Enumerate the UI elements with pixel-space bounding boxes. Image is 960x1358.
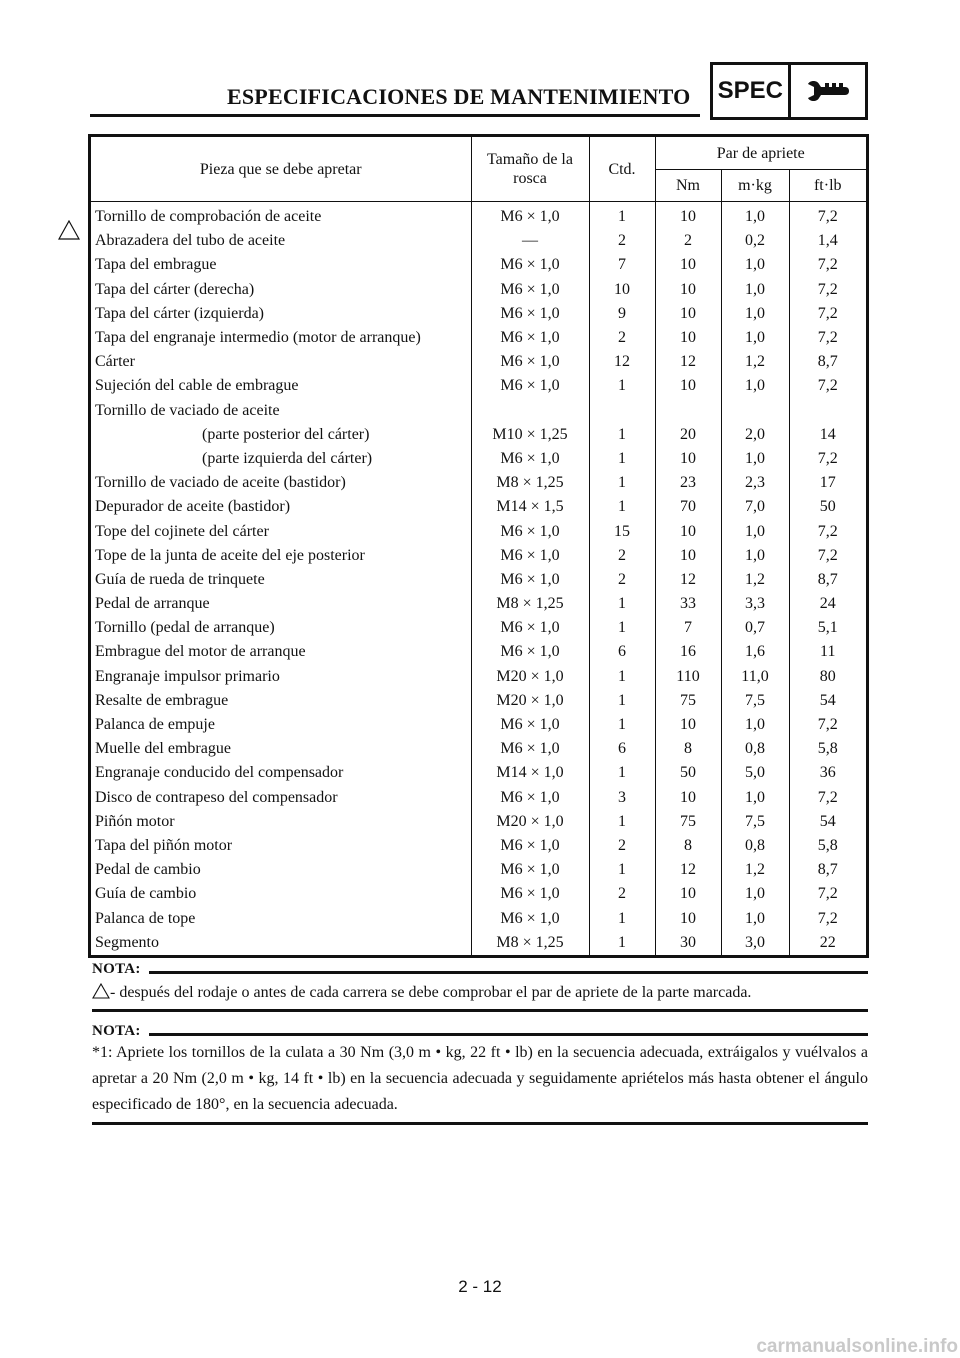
- note-1-label: NOTA:: [92, 960, 141, 977]
- cell-torque-ftlb: 36: [789, 761, 866, 785]
- table-row: [91, 519, 866, 543]
- cell-torque-nm: 10: [655, 544, 721, 568]
- cell-qty: 1: [589, 761, 655, 785]
- cell-thread-size: M20 × 1,0: [471, 689, 589, 713]
- cell-torque-ftlb: 5,8: [789, 834, 866, 858]
- cell-torque-nm: 10: [655, 278, 721, 302]
- table-row: [91, 786, 866, 810]
- cell-torque-nm: 10: [655, 447, 721, 471]
- torque-table: [88, 134, 869, 958]
- cell-part: Tornillo (pedal de arranque): [95, 619, 275, 637]
- table-row: [91, 447, 866, 471]
- cell-thread-size: M6 × 1,0: [471, 202, 589, 230]
- cell-thread-size: M8 × 1,25: [471, 592, 589, 616]
- cell-thread-size: M6 × 1,0: [471, 350, 589, 374]
- cell-torque-ftlb: 8,7: [789, 858, 866, 882]
- page-title: ESPECIFICACIONES DE MANTENIMIENTO: [227, 84, 691, 109]
- cell-torque-nm: 10: [655, 374, 721, 398]
- cell-qty: 1: [589, 858, 655, 882]
- cell-qty: 1: [589, 810, 655, 834]
- cell-part: Tapa del piñón motor: [95, 836, 233, 854]
- cell-torque-nm: 10: [655, 786, 721, 810]
- table-row: [91, 471, 866, 495]
- table-row: [91, 374, 866, 398]
- cell-qty: 2: [589, 882, 655, 906]
- table-row: [91, 350, 866, 374]
- cell-part: Tapa del cárter (izquierda): [95, 304, 264, 322]
- cell-torque-ftlb: 14: [789, 423, 866, 447]
- cell-torque-ftlb: 54: [789, 810, 866, 834]
- cell-part: Guía de cambio: [95, 885, 197, 903]
- cell-torque-nm: 20: [655, 423, 721, 447]
- delta-mark-icon: [58, 220, 80, 240]
- cell-torque-ftlb: 7,2: [789, 447, 866, 471]
- cell-torque-mkg: [721, 399, 789, 423]
- table-row: [91, 713, 866, 737]
- cell-part: Disco de contrapeso del compensador: [95, 788, 338, 806]
- cell-part: Muelle del embrague: [95, 740, 231, 758]
- cell-qty: 1: [589, 471, 655, 495]
- cell-part: Pedal de cambio: [95, 861, 201, 879]
- cell-qty: 2: [589, 544, 655, 568]
- cell-thread-size: M6 × 1,0: [471, 616, 589, 640]
- table-row: [91, 616, 866, 640]
- table-row: [91, 906, 866, 930]
- wrench-icon: [788, 65, 866, 117]
- cell-qty: 1: [589, 592, 655, 616]
- table-row: [91, 495, 866, 519]
- cell-torque-nm: 10: [655, 302, 721, 326]
- cell-torque-ftlb: 7,2: [789, 278, 866, 302]
- cell-torque-nm: 30: [655, 931, 721, 955]
- cell-torque-ftlb: 7,2: [789, 882, 866, 906]
- cell-torque-mkg: 7,5: [721, 689, 789, 713]
- cell-torque-ftlb: 22: [789, 931, 866, 955]
- col-header-part: Pieza que se debe apretar: [199, 160, 362, 178]
- cell-qty: 1: [589, 374, 655, 398]
- cell-part: (parte izquierda del cárter): [202, 449, 373, 467]
- cell-thread-size: M6 × 1,0: [471, 858, 589, 882]
- table-row: [91, 253, 866, 277]
- cell-torque-ftlb: 7,2: [789, 906, 866, 930]
- cell-thread-size: M6 × 1,0: [471, 568, 589, 592]
- cell-torque-mkg: 3,3: [721, 592, 789, 616]
- cell-torque-mkg: 1,0: [721, 713, 789, 737]
- cell-torque-ftlb: 54: [789, 689, 866, 713]
- cell-torque-nm: 8: [655, 737, 721, 761]
- cell-qty: 3: [589, 786, 655, 810]
- cell-torque-mkg: 1,0: [721, 519, 789, 543]
- cell-torque-mkg: 1,2: [721, 350, 789, 374]
- cell-thread-size: M20 × 1,0: [471, 665, 589, 689]
- table-row: [91, 665, 866, 689]
- spec-badge: [710, 62, 868, 120]
- cell-thread-size: —: [471, 229, 589, 253]
- table-row: [91, 568, 866, 592]
- cell-qty: 1: [589, 689, 655, 713]
- cell-torque-ftlb: 17: [789, 471, 866, 495]
- cell-torque-mkg: 1,0: [721, 278, 789, 302]
- cell-torque-nm: 12: [655, 350, 721, 374]
- cell-qty: 1: [589, 447, 655, 471]
- cell-torque-ftlb: [789, 399, 866, 423]
- cell-thread-size: M6 × 1,0: [471, 544, 589, 568]
- cell-qty: 1: [589, 665, 655, 689]
- cell-torque-nm: [655, 399, 721, 423]
- table-row: [91, 202, 866, 230]
- cell-torque-ftlb: 5,8: [789, 737, 866, 761]
- cell-torque-mkg: 0,7: [721, 616, 789, 640]
- cell-thread-size: M6 × 1,0: [471, 253, 589, 277]
- cell-torque-ftlb: 7,2: [789, 713, 866, 737]
- cell-part: Embrague del motor de arranque: [95, 643, 306, 661]
- cell-torque-mkg: 1,0: [721, 544, 789, 568]
- cell-part: Tapa del engranaje intermedio (motor de arranque): [95, 329, 421, 347]
- cell-torque-nm: 12: [655, 858, 721, 882]
- note-1: [92, 960, 868, 1012]
- cell-torque-nm: 12: [655, 568, 721, 592]
- cell-torque-nm: 10: [655, 882, 721, 906]
- cell-torque-ftlb: 8,7: [789, 350, 866, 374]
- cell-part: Depurador de aceite (bastidor): [95, 498, 291, 516]
- cell-torque-nm: 10: [655, 253, 721, 277]
- cell-thread-size: M6 × 1,0: [471, 302, 589, 326]
- cell-torque-ftlb: 7,2: [789, 202, 866, 230]
- cell-thread-size: M6 × 1,0: [471, 834, 589, 858]
- table-row: [91, 399, 866, 423]
- cell-torque-ftlb: 7,2: [789, 374, 866, 398]
- cell-torque-mkg: 1,2: [721, 568, 789, 592]
- cell-part: Palanca de empuje: [95, 716, 215, 734]
- header-rule: [90, 114, 700, 117]
- table-row: [91, 229, 866, 253]
- cell-torque-ftlb: 7,2: [789, 519, 866, 543]
- cell-part: Piñón motor: [95, 812, 175, 830]
- cell-torque-ftlb: 1,4: [789, 229, 866, 253]
- cell-torque-nm: 10: [655, 906, 721, 930]
- cell-thread-size: M8 × 1,25: [471, 931, 589, 955]
- cell-torque-nm: 2: [655, 229, 721, 253]
- table-row: [91, 423, 866, 447]
- page-number: 2 - 12: [458, 1277, 502, 1296]
- cell-torque-mkg: 0,8: [721, 834, 789, 858]
- table-row: [91, 810, 866, 834]
- note-2-label: NOTA:: [92, 1022, 141, 1039]
- table-row: [91, 302, 866, 326]
- cell-part: Resalte de embrague: [95, 691, 229, 709]
- cell-part: Tornillo de comprobación de aceite: [95, 208, 322, 226]
- cell-torque-mkg: 1,0: [721, 302, 789, 326]
- cell-thread-size: M20 × 1,0: [471, 810, 589, 834]
- cell-torque-mkg: 1,0: [721, 326, 789, 350]
- cell-torque-mkg: 1,2: [721, 858, 789, 882]
- note-2: [92, 1022, 868, 1125]
- cell-part: (parte posterior del cárter): [202, 425, 370, 443]
- table-row: [91, 761, 866, 785]
- cell-torque-ftlb: 24: [789, 592, 866, 616]
- cell-qty: 1: [589, 202, 655, 230]
- cell-qty: 1: [589, 495, 655, 519]
- cell-thread-size: M6 × 1,0: [471, 882, 589, 906]
- cell-torque-mkg: 1,0: [721, 882, 789, 906]
- cell-thread-size: M6 × 1,0: [471, 713, 589, 737]
- table-row: [91, 326, 866, 350]
- cell-part: Abrazadera del tubo de aceite: [95, 232, 286, 250]
- cell-qty: 2: [589, 326, 655, 350]
- cell-thread-size: M6 × 1,0: [471, 326, 589, 350]
- cell-qty: 10: [589, 278, 655, 302]
- cell-thread-size: [471, 399, 589, 423]
- cell-torque-mkg: 3,0: [721, 931, 789, 955]
- cell-qty: 1: [589, 931, 655, 955]
- cell-torque-nm: 16: [655, 640, 721, 664]
- cell-qty: [589, 399, 655, 423]
- cell-torque-mkg: 2,3: [721, 471, 789, 495]
- table-row: [91, 834, 866, 858]
- cell-part: Guía de rueda de trinquete: [95, 570, 265, 588]
- spec-label: SPEC: [717, 77, 783, 104]
- cell-torque-mkg: 1,0: [721, 202, 789, 230]
- col-header-nm: Nm: [655, 170, 721, 202]
- cell-torque-nm: 50: [655, 761, 721, 785]
- table-row: [91, 689, 866, 713]
- table-row: [91, 640, 866, 664]
- table-row: [91, 592, 866, 616]
- cell-torque-mkg: 1,0: [721, 374, 789, 398]
- table-row: [91, 544, 866, 568]
- cell-thread-size: M14 × 1,5: [471, 495, 589, 519]
- cell-thread-size: M10 × 1,25: [471, 423, 589, 447]
- cell-torque-ftlb: 7,2: [789, 302, 866, 326]
- table-row: [91, 858, 866, 882]
- col-header-mkg: m·kg: [721, 170, 789, 202]
- cell-thread-size: M6 × 1,0: [471, 519, 589, 543]
- cell-thread-size: M6 × 1,0: [471, 640, 589, 664]
- cell-part: Segmento: [95, 933, 159, 951]
- cell-torque-nm: 8: [655, 834, 721, 858]
- cell-torque-mkg: 1,6: [721, 640, 789, 664]
- cell-thread-size: M6 × 1,0: [471, 447, 589, 471]
- delta-mark-icon: [92, 983, 110, 999]
- cell-torque-nm: 7: [655, 616, 721, 640]
- cell-torque-mkg: 1,0: [721, 906, 789, 930]
- cell-thread-size: M6 × 1,0: [471, 374, 589, 398]
- cell-torque-nm: 110: [655, 665, 721, 689]
- cell-torque-mkg: 1,0: [721, 253, 789, 277]
- cell-torque-mkg: 1,0: [721, 786, 789, 810]
- cell-torque-mkg: 1,0: [721, 447, 789, 471]
- cell-qty: 9: [589, 302, 655, 326]
- cell-qty: 1: [589, 616, 655, 640]
- col-header-ftlb: ft·lb: [789, 170, 866, 202]
- cell-torque-ftlb: 50: [789, 495, 866, 519]
- cell-torque-mkg: 7,5: [721, 810, 789, 834]
- cell-thread-size: M6 × 1,0: [471, 737, 589, 761]
- watermark: carmanualsonline.info: [756, 1336, 958, 1357]
- cell-part: Tapa del embrague: [95, 256, 217, 274]
- cell-torque-nm: 75: [655, 810, 721, 834]
- cell-part: Tornillo de vaciado de aceite (bastidor): [95, 474, 346, 492]
- cell-qty: 1: [589, 423, 655, 447]
- cell-torque-ftlb: 8,7: [789, 568, 866, 592]
- col-header-thread: Tamaño de la rosca: [471, 137, 589, 202]
- cell-thread-size: M6 × 1,0: [471, 906, 589, 930]
- cell-torque-ftlb: 7,2: [789, 786, 866, 810]
- cell-part: Tornillo de vaciado de aceite: [95, 401, 280, 419]
- cell-qty: 1: [589, 713, 655, 737]
- cell-torque-ftlb: 5,1: [789, 616, 866, 640]
- cell-torque-mkg: 0,2: [721, 229, 789, 253]
- cell-qty: 2: [589, 834, 655, 858]
- cell-qty: 6: [589, 640, 655, 664]
- cell-torque-ftlb: 7,2: [789, 544, 866, 568]
- cell-qty: 7: [589, 253, 655, 277]
- cell-part: Engranaje impulsor primario: [95, 667, 280, 685]
- cell-part: Palanca de tope: [95, 909, 196, 927]
- cell-torque-nm: 10: [655, 202, 721, 230]
- cell-qty: 1: [589, 906, 655, 930]
- cell-part: Tapa del cárter (derecha): [95, 280, 255, 298]
- cell-torque-mkg: 7,0: [721, 495, 789, 519]
- cell-torque-mkg: 11,0: [721, 665, 789, 689]
- cell-thread-size: M6 × 1,0: [471, 786, 589, 810]
- note-2-text: *1: Apriete los tornillos de la culata a 30 Nm (3,0 m • kg, 22 ft • lb) en la secuencia adecuada, extráigalos y vuélvalos a apretar a 20 Nm (2,0 m • kg, 14 ft • lb) en la secuencia adecuada y seguidamente apriételos más hasta obtener el ángulo especificado de 180°, en la secuencia adecuada.: [92, 1044, 868, 1113]
- cell-torque-ftlb: 7,2: [789, 326, 866, 350]
- table-row: [91, 882, 866, 906]
- col-header-qty: Ctd.: [589, 137, 655, 202]
- cell-qty: 2: [589, 568, 655, 592]
- cell-torque-mkg: 2,0: [721, 423, 789, 447]
- cell-part: Tope de la junta de aceite del eje posterior: [95, 546, 365, 564]
- table-row: [91, 278, 866, 302]
- cell-qty: 2: [589, 229, 655, 253]
- cell-torque-nm: 33: [655, 592, 721, 616]
- cell-torque-mkg: 5,0: [721, 761, 789, 785]
- cell-part: Pedal de arranque: [95, 595, 210, 613]
- cell-thread-size: M8 × 1,25: [471, 471, 589, 495]
- note-1-text: - después del rodaje o antes de cada carrera se debe comprobar el par de apriete de la parte marcada.: [110, 984, 752, 1001]
- cell-part: Sujeción del cable de embrague: [95, 377, 299, 395]
- cell-part: Engranaje conducido del compensador: [95, 764, 344, 782]
- cell-torque-nm: 70: [655, 495, 721, 519]
- cell-torque-nm: 75: [655, 689, 721, 713]
- cell-part: Cárter: [95, 353, 135, 371]
- col-header-torque: Par de apriete: [655, 137, 866, 170]
- cell-torque-ftlb: 80: [789, 665, 866, 689]
- cell-torque-nm: 10: [655, 713, 721, 737]
- cell-torque-nm: 23: [655, 471, 721, 495]
- cell-qty: 12: [589, 350, 655, 374]
- cell-thread-size: M14 × 1,0: [471, 761, 589, 785]
- cell-torque-ftlb: 7,2: [789, 253, 866, 277]
- cell-thread-size: M6 × 1,0: [471, 278, 589, 302]
- table-row: [91, 737, 866, 761]
- cell-torque-nm: 10: [655, 326, 721, 350]
- table-row: [91, 931, 866, 955]
- cell-torque-nm: 10: [655, 519, 721, 543]
- cell-qty: 15: [589, 519, 655, 543]
- cell-torque-mkg: 0,8: [721, 737, 789, 761]
- cell-part: Tope del cojinete del cárter: [95, 522, 269, 540]
- cell-torque-ftlb: 11: [789, 640, 866, 664]
- cell-qty: 6: [589, 737, 655, 761]
